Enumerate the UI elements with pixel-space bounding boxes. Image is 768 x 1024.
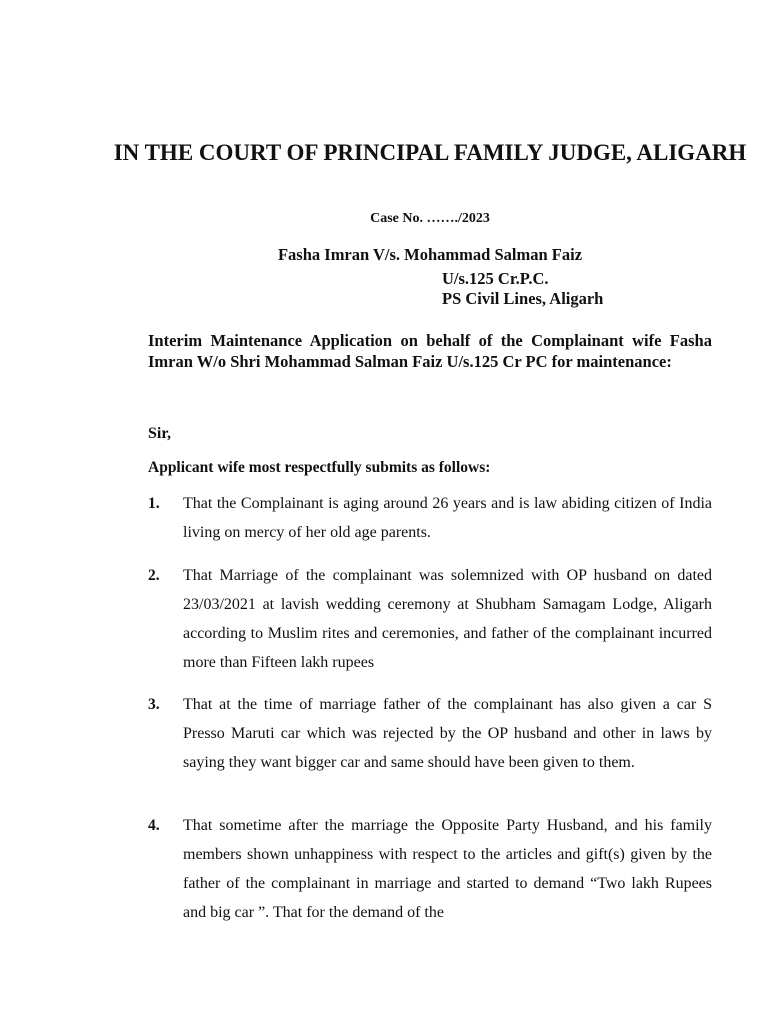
paragraph-text: That the Complainant is aging around 26 years and is law abiding citizen of India living on mercy of her old age parents.	[183, 495, 712, 541]
court-title: IN THE COURT OF PRINCIPAL FAMILY JUDGE, ALIGARH	[113, 140, 747, 165]
salutation: Sir,	[148, 425, 171, 442]
section-reference: U/s.125 Cr.P.C.	[442, 269, 549, 288]
police-station-reference: PS Civil Lines, Aligarh	[442, 289, 604, 308]
paragraph-number: 1.	[148, 495, 160, 512]
application-subject: Interim Maintenance Application on behalf of the Complainant wife Fasha Imran W/o Shri Mohammad Salman Faiz U/s.125 Cr PC for maintenance:	[148, 331, 712, 371]
paragraph-number: 4.	[148, 817, 160, 834]
paragraph-text: That sometime after the marriage the Opposite Party Husband, and his family members shown unhappiness with respect to the articles and gift(s) given by the father of the complainant in marriage and started to demand “Two lakh Rupees and big car ”. That for the demand of the	[183, 817, 712, 921]
parties-line: Fasha Imran V/s. Mohammad Salman Faiz	[277, 245, 583, 264]
paragraph-text: That at the time of marriage father of the complainant has also given a car S Presso Maruti car which was rejected by the OP husband and other in laws by saying they want bigger car and same should have been given to them.	[183, 696, 712, 771]
paragraph-number: 2.	[148, 567, 160, 584]
submission-intro: Applicant wife most respectfully submits as follows:	[148, 459, 491, 476]
paragraph-text: That Marriage of the complainant was solemnized with OP husband on dated 23/03/2021 at lavish wedding ceremony at Shubham Samagam Lodge, Aligarh according to Muslim rites and ceremonies, and father of the complainant incurred more than Fifteen lakh rupees	[183, 567, 712, 671]
paragraph-number: 3.	[148, 696, 160, 713]
case-number: Case No. ……./2023	[370, 211, 490, 226]
